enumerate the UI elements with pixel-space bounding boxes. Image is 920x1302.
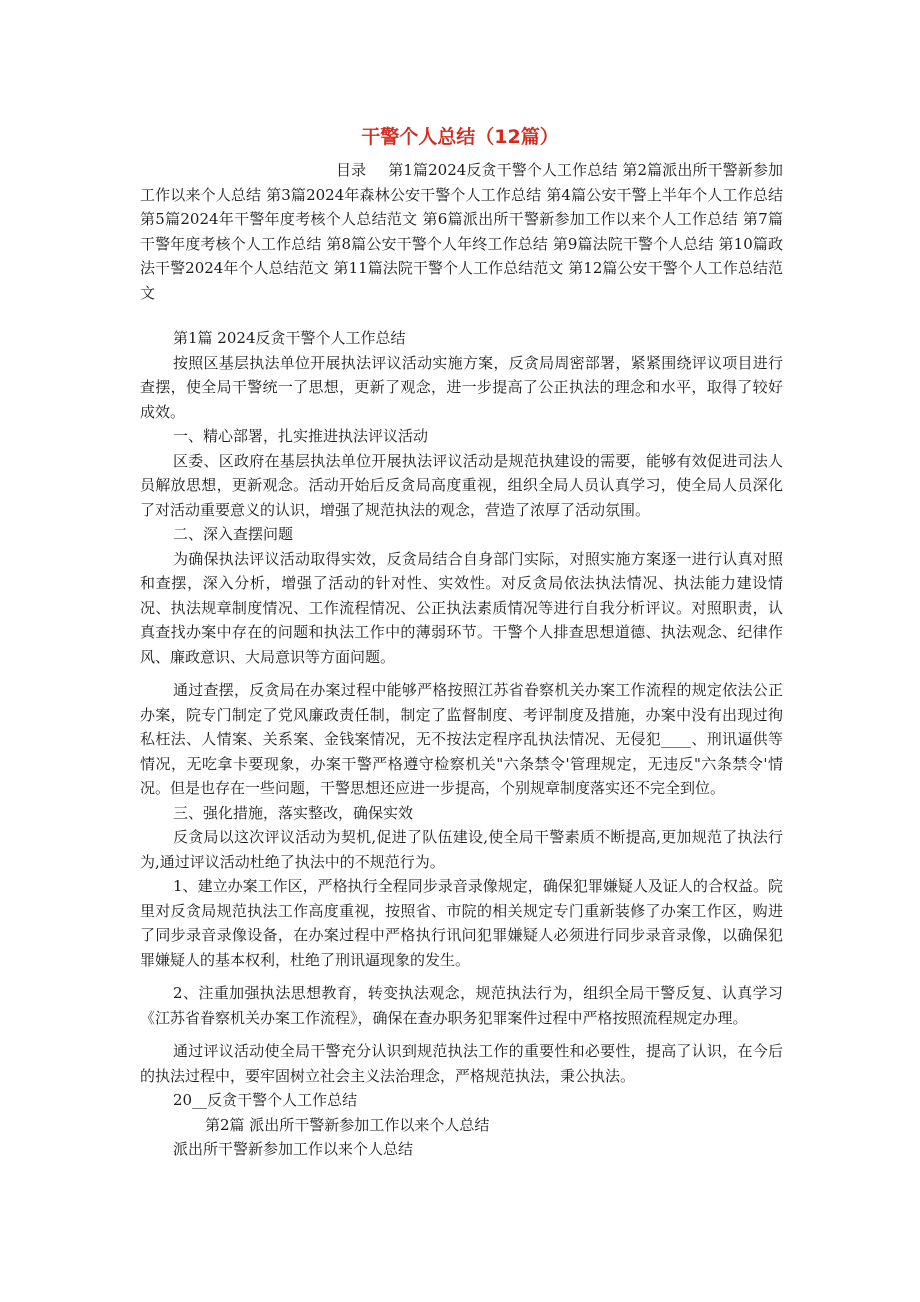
toc-label: 目录 bbox=[336, 161, 367, 179]
toc-text: 第1篇2024反贪干警个人工作总结 第2篇派出所干警新参加工作以来个人总结 第3篇2024年森林公安干警个人工作总结 第4篇公安干警上半年个人工作总结 第5篇2024年干警年度考核个人总结范文 第6篇派出所干警新参加工作以来个人工作总结 第7篇干警年度考核个人工作总结 第8篇公安干警个人年终工作总结 第9篇法院干警个人总结 第10篇政法干警2024年个人总结范文 第11篇法院干警个人工作总结范文 第12篇公安干警个人工作总结范文 bbox=[140, 161, 783, 302]
document-title: 干警个人总结（12篇） bbox=[361, 126, 559, 148]
section-heading-1: 第1篇 2024反贪干警个人工作总结 bbox=[173, 329, 406, 347]
subheading: 二、深入查摆问题 bbox=[173, 525, 294, 543]
paragraph: 按照区基层执法单位开展执法评议活动实施方案，反贪局周密部署，紧紧围绕评议项目进行查摆，使全局干警统一了思想，更新了观念，进一步提高了公正执法的理念和水平，取得了较好成效。 bbox=[140, 353, 783, 421]
subheading: 一、精心部署，扎实推进执法评议活动 bbox=[173, 427, 429, 445]
paragraph: 反贪局以这次评议活动为契机,促进了队伍建设,使全局干警素质不断提高,更加规范了执法行为,通过评议活动杜绝了执法中的不规范行为。 bbox=[140, 828, 783, 871]
document-body bbox=[140, 326, 783, 1162]
section-heading-2: 第2篇 派出所干警新参加工作以来个人总结 bbox=[205, 1115, 490, 1134]
paragraph: 通过查摆，反贪局在办案过程中能够严格按照江苏省眷察机关办案工作流程的规定依法公正办案，院专门制定了党风廉政责任制，制定了监督制度、考评制度及措施，办案中没有出现过徇私枉法、人情案、关系案、金钱案情况，无不按法定程序乱执法情况、无侵犯____、刑讯逼供等情况，无吃拿卡要现象，办案干警严格遵守检察机关"六条禁令'管理规定，无违反"六条禁令'情况。但是也存在一些问题，干警思想还应进一步提高，个别规章制度落实还不完全到位。 bbox=[140, 681, 783, 797]
paragraph: 1、建立办案工作区，严格执行全程同步录音录像规定，确保犯罪嫌疑人及证人的合权益。院里对反贪局规范执法工作高度重视，按照省、市院的相关规定专门重新装修了办案工作区，购进了同步录音录像设备，在办案过程中严格执行讯问犯罪嫌疑人必须进行同步录音录像，以确保犯罪嫌疑人的基本权利，杜绝了刑讯逼现象的发生。 bbox=[140, 877, 783, 969]
paragraph: 2、注重加强执法思想教育，转变执法观念，规范执法行为，组织全局干警反复、认真学习《江苏省眷察机关办案工作流程》，确保在查办职务犯罪案件过程中严格按照流程规定办理。 bbox=[140, 984, 783, 1027]
subheading: 三、强化措施，落实整改，确保实效 bbox=[173, 803, 414, 822]
paragraph: 通过评议活动使全局干警充分认识到规范执法工作的重要性和必要性，提高了认识，在今后的执法过程中，要牢固树立社会主义法治理念，严格规范执法，秉公执法。 bbox=[140, 1042, 783, 1085]
paragraph: 为确保执法评议活动取得实效，反贪局结合自身部门实际，对照实施方案逐一进行认真对照和查摆，深入分析，增强了活动的针对性、实效性。对反贪局依法执法情况、执法能力建设情况、执法规章制度情况、工作流程情况、公正执法素质情况等进行自我分析评议。对照职责，认真查找办案中存在的问题和执法工作中的薄弱环节。干警个人排查思想道德、执法观念、纪律作风、廉政意识、大局意识等方面问题。 bbox=[140, 549, 783, 666]
paragraph: 20__反贪干警个人工作总结 bbox=[173, 1091, 358, 1109]
paragraph: 区委、区政府在基层执法单位开展执法评议活动是规范执建设的需要，能够有效促进司法人员解放思想，更新观念。活动开始后反贪局高度重视，组织全局人员认真学习，使全局人员深化了对活动重要意义的认识，增强了规范执法的观念，营造了浓厚了活动氛围。 bbox=[140, 451, 783, 519]
paragraph: 派出所干警新参加工作以来个人总结 bbox=[173, 1140, 414, 1158]
table-of-contents bbox=[140, 158, 783, 305]
